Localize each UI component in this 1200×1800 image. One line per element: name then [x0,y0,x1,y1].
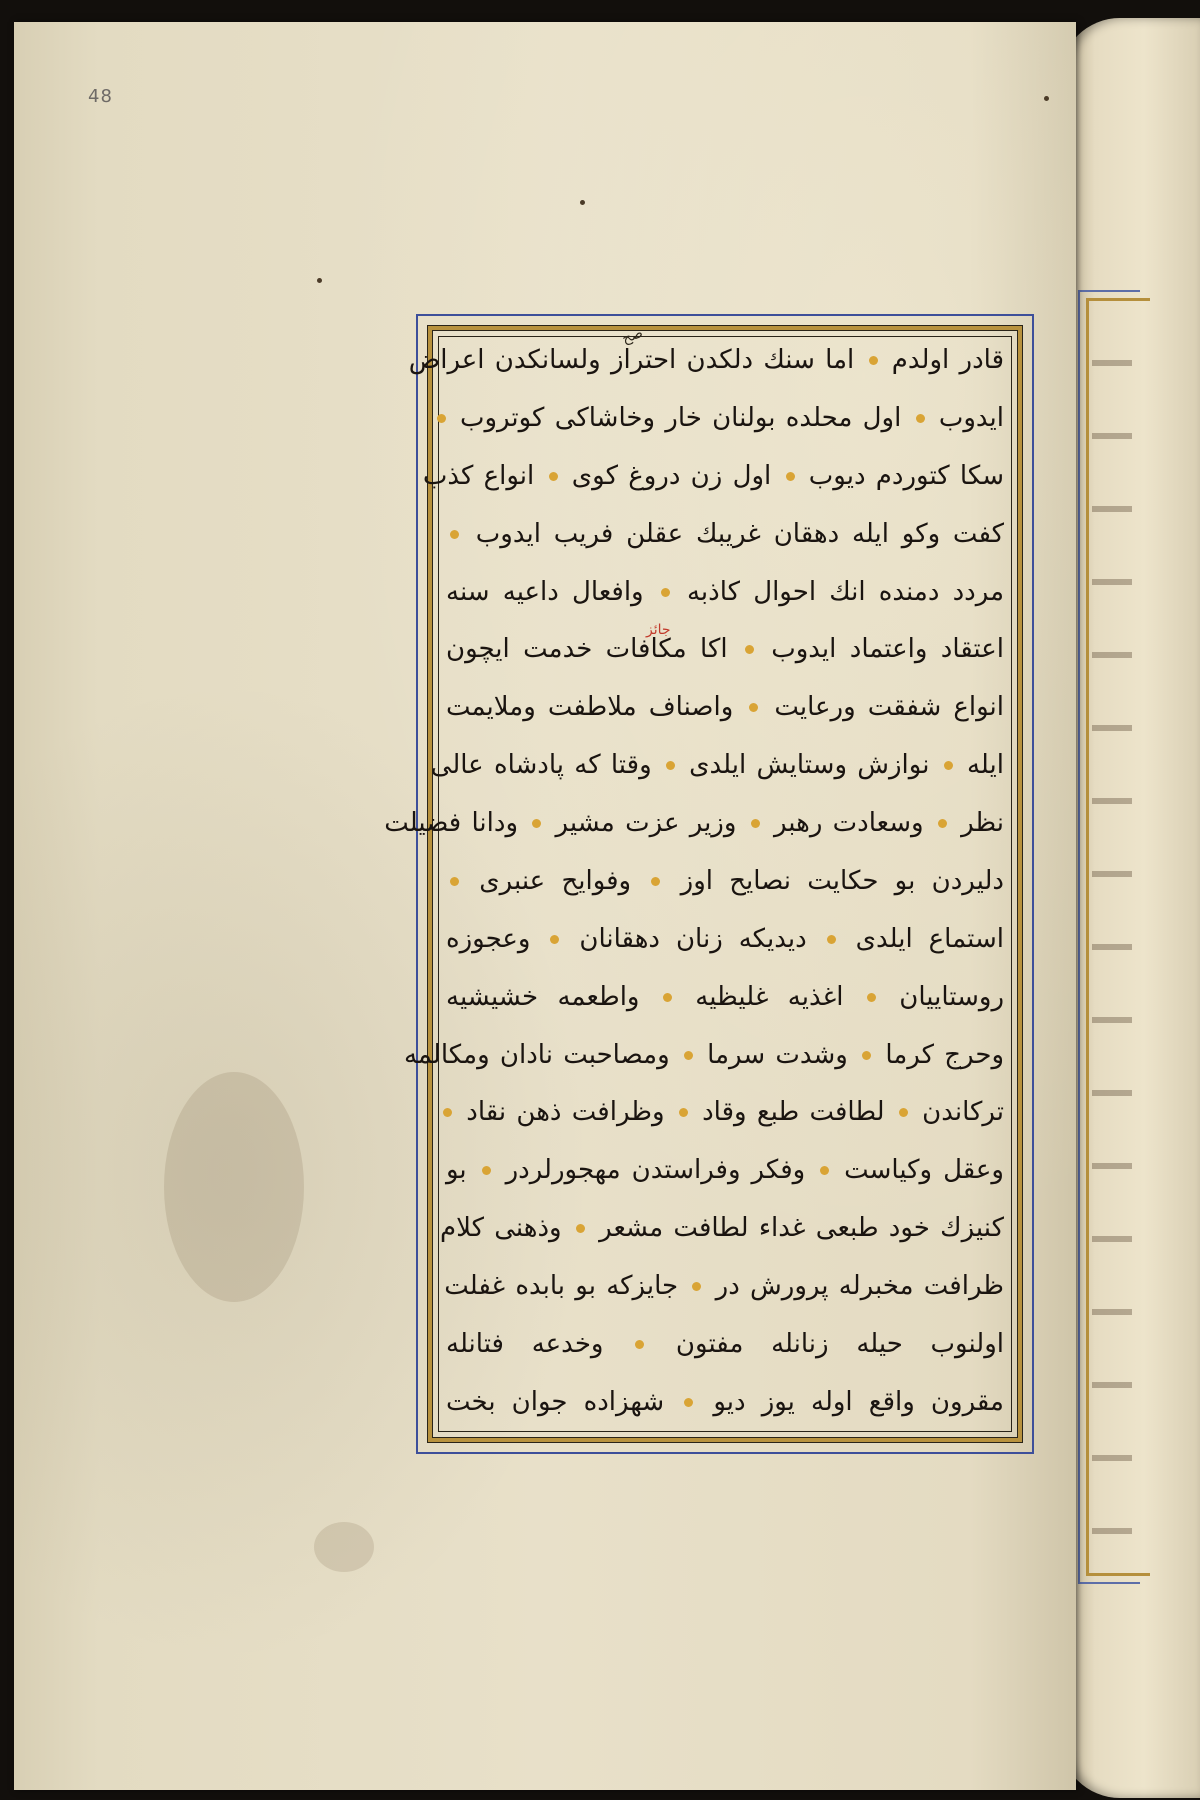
text-line: كنيزك خود طبعى غداء لطافت مشعر وذهنى كلام [440,1213,1004,1244]
gold-separator-dot [663,993,672,1002]
text-line: اعتقاد واعتماد ايدوب اكا مكافات خدمت ايچون [446,634,1004,665]
text-line: اولنوب حيله زنانله مفتون وخدعه فتانله [446,1328,1004,1359]
gold-separator-dot [938,819,947,828]
gold-separator-dot [751,819,760,828]
gold-separator-dot [666,761,675,770]
red-interlinear-note: جائز [646,622,671,638]
gold-separator-dot [482,1166,491,1175]
gold-separator-dot [549,472,558,481]
gold-separator-dot [450,877,459,886]
text-line: انواع شفقت ورعايت واصناف ملاطفت وملايمت [446,692,1004,723]
gold-separator-dot [661,588,670,597]
text-line: تركاندن لطافت طبع وقاد وظرافت ذهن نقاد [446,1092,1004,1140]
gold-separator-dot [437,414,446,423]
gold-separator-dot [684,1051,693,1060]
gold-separator-dot [944,761,953,770]
text-line: مقرون واقع اوله يوز ديو شهزاده جوان بخت [446,1386,1004,1417]
gold-separator-dot [550,935,559,944]
gold-separator-dot [827,935,836,944]
gold-separator-dot [450,530,459,539]
text-line: كفت وكو ايله دهقان غريبك عقلن فريب ايدوب [446,514,1004,562]
text-line: قادر اولدم اما سنك دلكدن احتراز ولسانكدن اعراض [408,345,1004,375]
paper-stain [164,1072,304,1302]
gold-separator-dot [749,703,758,712]
gold-separator-dot [635,1340,644,1349]
paper-stain [314,1522,374,1572]
text-line: روستاييان اغذيه غليظيه واطعمه خشيشيه [446,981,1004,1012]
gold-separator-dot [651,877,660,886]
gold-separator-dot [692,1282,701,1291]
manuscript-page [14,22,1076,1790]
text-line: سكا كتوردم ديوب اول زن دروغ كوى انواع كذب [422,460,1004,491]
gold-separator-dot [532,819,541,828]
gold-separator-dot [820,1166,829,1175]
text-line: استماع ايلدى ديديكه زنان دهقانان وعجوزه [446,923,1004,954]
gold-separator-dot [443,1108,452,1117]
gold-separator-dot [869,356,878,365]
text-line: وحرج كرما وشدت سرما ومصاحبت نادان ومكالمه [403,1039,1004,1070]
gold-separator-dot [862,1051,871,1060]
text-line: ايدوب اول محلده بولنان خار وخاشاكى كوتروب [446,398,1004,446]
gold-separator-dot [786,472,795,481]
adjacent-page-text-lines [1092,320,1132,1560]
gold-separator-dot [867,993,876,1002]
marginal-correction-note: صح [619,324,646,348]
text-frame [384,314,1034,1454]
text-line: مردد دمنده انك احوال كاذبه وافعال داعيه سنه [446,576,1005,607]
paper-speck [1044,96,1049,101]
text-line: نظر وسعادت رهبر وزير عزت مشير ودانا فضيلت [384,808,1004,838]
paper-speck [317,278,322,283]
text-line: وعقل وكياست وفكر وفراستدن مهجورلردر بو [446,1155,1004,1186]
paper-speck [580,200,585,205]
gold-separator-dot [684,1398,693,1407]
gold-separator-dot [679,1108,688,1117]
text-line: دليردن بو حكايت نصايح اوز وفوايح عنبرى [446,861,1004,909]
text-line: ايله نوازش وستايش ايلدى وقتا كه پادشاه عالى [430,750,1004,781]
gold-separator-dot [899,1108,908,1117]
gold-separator-dot [745,645,754,654]
text-block [384,340,1005,1430]
gold-separator-dot [576,1224,585,1233]
gold-separator-dot [916,414,925,423]
folio-number: 48 [88,86,113,107]
text-line: ظرافت مخبرله پرورش در جايزكه بو بابده غفلت [444,1271,1004,1301]
